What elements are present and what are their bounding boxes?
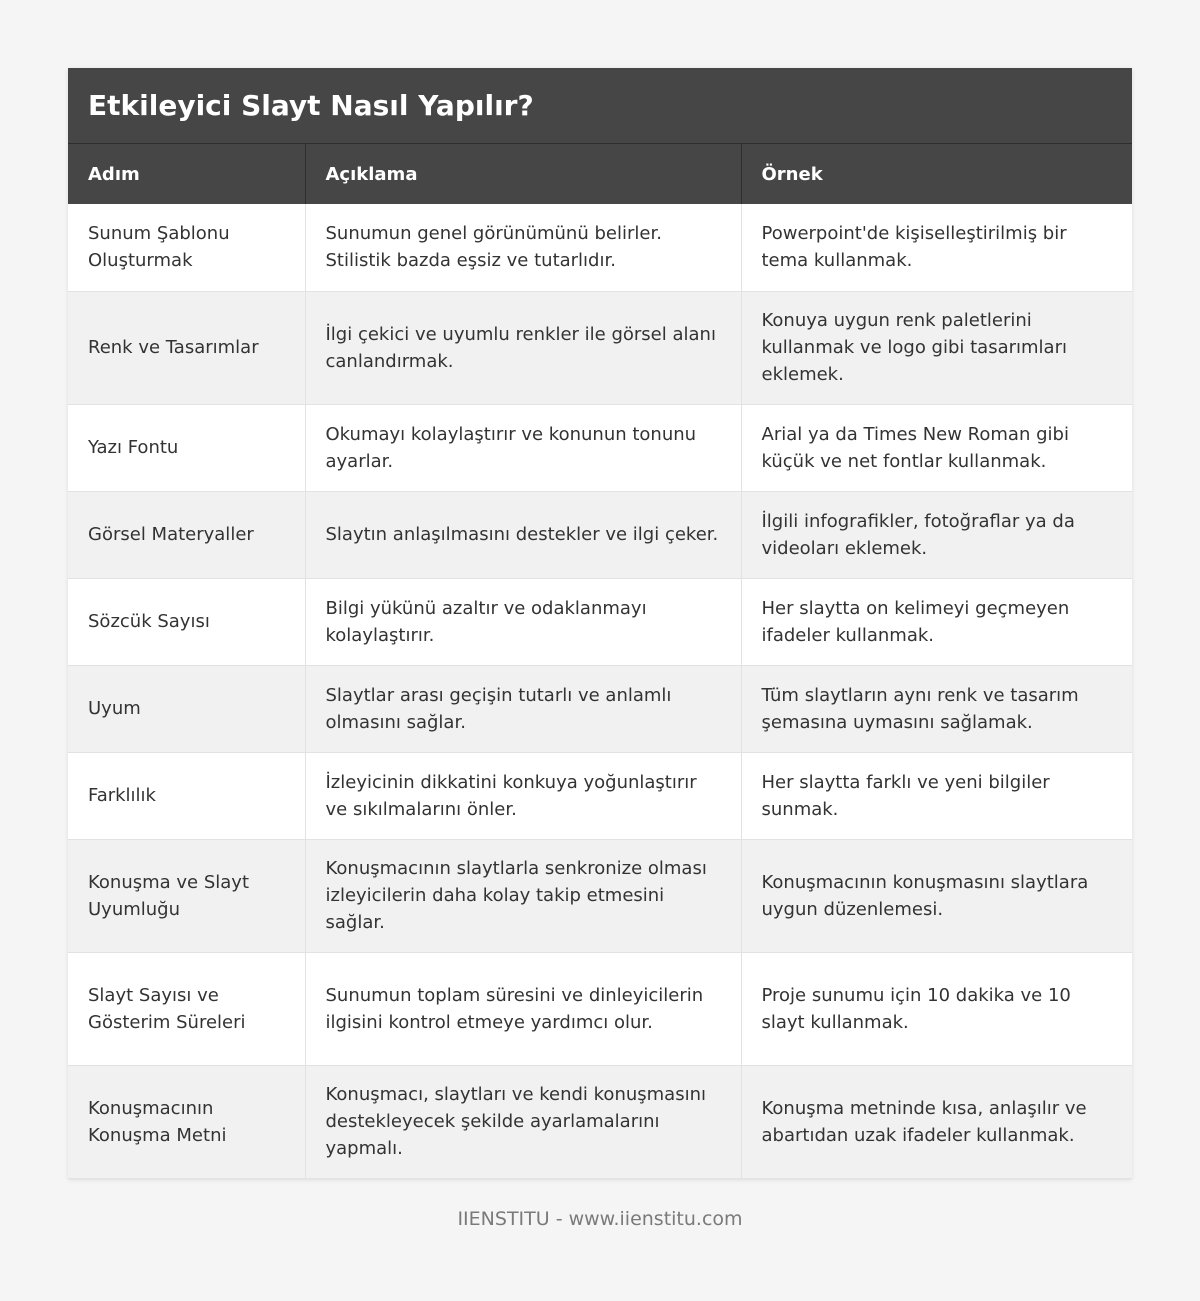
steps-table [68, 144, 1132, 1179]
cell-example: Powerpoint'de kişiselleştirilmiş bir tema kullanmak. [741, 204, 1132, 291]
column-header-example: Örnek [741, 144, 1132, 204]
table-row [68, 291, 1132, 404]
cell-example: İlgili infografikler, fotoğraflar ya da videoları eklemek. [741, 491, 1132, 578]
cell-step: Görsel Materyaller [68, 491, 305, 578]
content-card [68, 68, 1132, 1179]
table-header-row [68, 144, 1132, 204]
cell-description: Sunumun toplam süresini ve dinleyicilerin ilgisini kontrol etmeye yardımcı olur. [305, 952, 741, 1065]
table-row [68, 752, 1132, 839]
table-row [68, 839, 1132, 952]
cell-example: Konuşmacının konuşmasını slaytlara uygun düzenlemesi. [741, 839, 1132, 952]
title-bar [68, 68, 1132, 144]
cell-step: Konuşma ve Slayt Uyumluğu [68, 839, 305, 952]
table-row [68, 952, 1132, 1065]
cell-description: Sunumun genel görünümünü belirler. Stilistik bazda eşsiz ve tutarlıdır. [305, 204, 741, 291]
cell-example: Tüm slaytların aynı renk ve tasarım şemasına uymasını sağlamak. [741, 665, 1132, 752]
cell-example: Konuşma metninde kısa, anlaşılır ve abartıdan uzak ifadeler kullanmak. [741, 1065, 1132, 1178]
cell-description: Konuşmacı, slaytları ve kendi konuşmasını destekleyecek şekilde ayarlamalarını yapmalı. [305, 1065, 741, 1178]
cell-example: Her slaytta farklı ve yeni bilgiler sunmak. [741, 752, 1132, 839]
table-row [68, 578, 1132, 665]
cell-step: Konuşmacının Konuşma Metni [68, 1065, 305, 1178]
cell-description: Konuşmacının slaytlarla senkronize olması izleyicilerin daha kolay takip etmesini sağlar. [305, 839, 741, 952]
table-row [68, 665, 1132, 752]
cell-description: Slaytlar arası geçişin tutarlı ve anlamlı olmasını sağlar. [305, 665, 741, 752]
cell-description: İzleyicinin dikkatini konkuya yoğunlaştırır ve sıkılmalarını önler. [305, 752, 741, 839]
table-row [68, 1065, 1132, 1178]
footer-credit: IIENSTITU - www.iienstitu.com [457, 1208, 743, 1230]
cell-description: Bilgi yükünü azaltır ve odaklanmayı kolaylaştırır. [305, 578, 741, 665]
table-row [68, 404, 1132, 491]
cell-example: Arial ya da Times New Roman gibi küçük ve net fontlar kullanmak. [741, 404, 1132, 491]
cell-description: İlgi çekici ve uyumlu renkler ile görsel alanı canlandırmak. [305, 291, 741, 404]
table-row [68, 491, 1132, 578]
cell-description: Slaytın anlaşılmasını destekler ve ilgi çeker. [305, 491, 741, 578]
column-header-step: Adım [68, 144, 305, 204]
cell-example: Proje sunumu için 10 dakika ve 10 slayt kullanmak. [741, 952, 1132, 1065]
cell-step: Renk ve Tasarımlar [68, 291, 305, 404]
cell-step: Sunum Şablonu Oluşturmak [68, 204, 305, 291]
cell-step: Farklılık [68, 752, 305, 839]
cell-description: Okumayı kolaylaştırır ve konunun tonunu ayarlar. [305, 404, 741, 491]
cell-example: Her slaytta on kelimeyi geçmeyen ifadeler kullanmak. [741, 578, 1132, 665]
column-header-description: Açıklama [305, 144, 741, 204]
page-title: Etkileyici Slayt Nasıl Yapılır? [88, 89, 534, 122]
table-row [68, 204, 1132, 291]
cell-step: Slayt Sayısı ve Gösterim Süreleri [68, 952, 305, 1065]
cell-step: Yazı Fontu [68, 404, 305, 491]
cell-example: Konuya uygun renk paletlerini kullanmak ve logo gibi tasarımları eklemek. [741, 291, 1132, 404]
cell-step: Sözcük Sayısı [68, 578, 305, 665]
cell-step: Uyum [68, 665, 305, 752]
